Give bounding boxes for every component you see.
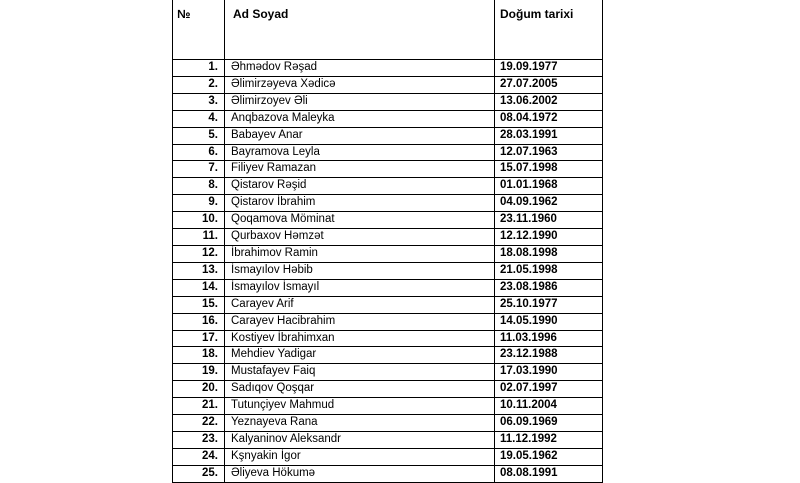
row-number: 14.: [173, 279, 225, 296]
table-row: [173, 229, 603, 246]
row-name: İsmayılov Həbib: [225, 262, 495, 279]
row-name: Qistarov İbrahim: [225, 195, 495, 212]
row-name: Əlimirzoyev Əli: [225, 93, 495, 110]
row-number: 24.: [173, 448, 225, 465]
table-row: [173, 330, 603, 347]
row-number: 13.: [173, 262, 225, 279]
people-table: [172, 0, 603, 483]
table-row: [173, 161, 603, 178]
row-birth-date: 08.08.1991: [495, 465, 603, 482]
table-row: [173, 364, 603, 381]
table-row: [173, 431, 603, 448]
table-row: [173, 313, 603, 330]
row-number: 9.: [173, 195, 225, 212]
row-birth-date: 11.03.1996: [495, 330, 603, 347]
table-row: [173, 245, 603, 262]
row-name: Carayev Hacibrahim: [225, 313, 495, 330]
table-row: [173, 178, 603, 195]
table-row: [173, 296, 603, 313]
row-number: 21.: [173, 398, 225, 415]
row-birth-date: 12.12.1990: [495, 229, 603, 246]
row-name: Əhmədov Rəşad: [225, 60, 495, 77]
row-name: Sadıqov Qoşqar: [225, 381, 495, 398]
row-birth-date: 15.07.1998: [495, 161, 603, 178]
row-name: Əliyeva Hökumə: [225, 465, 495, 482]
row-number: 25.: [173, 465, 225, 482]
row-birth-date: 02.07.1997: [495, 381, 603, 398]
row-birth-date: 06.09.1969: [495, 415, 603, 432]
table-row: [173, 76, 603, 93]
row-number: 3.: [173, 93, 225, 110]
row-birth-date: 08.04.1972: [495, 110, 603, 127]
row-number: 19.: [173, 364, 225, 381]
table-row: [173, 60, 603, 77]
row-number: 20.: [173, 381, 225, 398]
table-row: [173, 144, 603, 161]
table-row: [173, 347, 603, 364]
row-birth-date: 12.07.1963: [495, 144, 603, 161]
row-number: 16.: [173, 313, 225, 330]
row-number: 23.: [173, 431, 225, 448]
row-name: Yeznayeva Rana: [225, 415, 495, 432]
row-birth-date: 28.03.1991: [495, 127, 603, 144]
table-row: [173, 93, 603, 110]
row-name: Anqbazova Maleyka: [225, 110, 495, 127]
row-number: 5.: [173, 127, 225, 144]
table-row: [173, 398, 603, 415]
row-number: 10.: [173, 212, 225, 229]
row-birth-date: 11.12.1992: [495, 431, 603, 448]
row-number: 22.: [173, 415, 225, 432]
row-birth-date: 04.09.1962: [495, 195, 603, 212]
row-name: Mustafayev Faiq: [225, 364, 495, 381]
table-row: [173, 212, 603, 229]
row-name: Filiyev Ramazan: [225, 161, 495, 178]
row-birth-date: 25.10.1977: [495, 296, 603, 313]
row-birth-date: 10.11.2004: [495, 398, 603, 415]
table-row: [173, 110, 603, 127]
table-row: [173, 262, 603, 279]
row-birth-date: 27.07.2005: [495, 76, 603, 93]
row-name: Tutunçiyev Mahmud: [225, 398, 495, 415]
row-number: 4.: [173, 110, 225, 127]
row-number: 2.: [173, 76, 225, 93]
row-name: Babayev Anar: [225, 127, 495, 144]
row-name: Bayramova Leyla: [225, 144, 495, 161]
row-name: Qoqamova Möminat: [225, 212, 495, 229]
header-name: Ad Soyad: [225, 0, 495, 60]
row-name: İsmayılov İsmayıl: [225, 279, 495, 296]
row-birth-date: 19.05.1962: [495, 448, 603, 465]
row-name: Carayev Arif: [225, 296, 495, 313]
row-name: Əlimirzəyeva Xədicə: [225, 76, 495, 93]
row-number: 7.: [173, 161, 225, 178]
table-row: [173, 279, 603, 296]
row-number: 18.: [173, 347, 225, 364]
table-body: [173, 0, 603, 482]
row-birth-date: 21.05.1998: [495, 262, 603, 279]
header-number: №: [173, 0, 225, 60]
row-name: Kalyaninov Aleksandr: [225, 431, 495, 448]
table-row: [173, 415, 603, 432]
row-birth-date: 14.05.1990: [495, 313, 603, 330]
table-header-row: [173, 0, 603, 60]
row-number: 1.: [173, 60, 225, 77]
row-name: İbrahimov Ramin: [225, 245, 495, 262]
row-name: Qistarov Rəşid: [225, 178, 495, 195]
row-number: 11.: [173, 229, 225, 246]
row-birth-date: 23.08.1986: [495, 279, 603, 296]
row-birth-date: 17.03.1990: [495, 364, 603, 381]
table-row: [173, 465, 603, 482]
row-number: 6.: [173, 144, 225, 161]
table-row: [173, 381, 603, 398]
row-number: 12.: [173, 245, 225, 262]
row-birth-date: 23.12.1988: [495, 347, 603, 364]
row-birth-date: 18.08.1998: [495, 245, 603, 262]
table-row: [173, 195, 603, 212]
row-name: Qurbaxov Həmzət: [225, 229, 495, 246]
row-number: 8.: [173, 178, 225, 195]
row-name: Kostiyev İbrahimxan: [225, 330, 495, 347]
row-number: 17.: [173, 330, 225, 347]
row-name: Kşnyakin İgor: [225, 448, 495, 465]
table-row: [173, 448, 603, 465]
row-birth-date: 23.11.1960: [495, 212, 603, 229]
row-number: 15.: [173, 296, 225, 313]
row-birth-date: 19.09.1977: [495, 60, 603, 77]
row-birth-date: 01.01.1968: [495, 178, 603, 195]
row-birth-date: 13.06.2002: [495, 93, 603, 110]
table-row: [173, 127, 603, 144]
row-name: Mehdiev Yadigar: [225, 347, 495, 364]
header-birth-date: Doğum tarixi: [495, 0, 603, 60]
